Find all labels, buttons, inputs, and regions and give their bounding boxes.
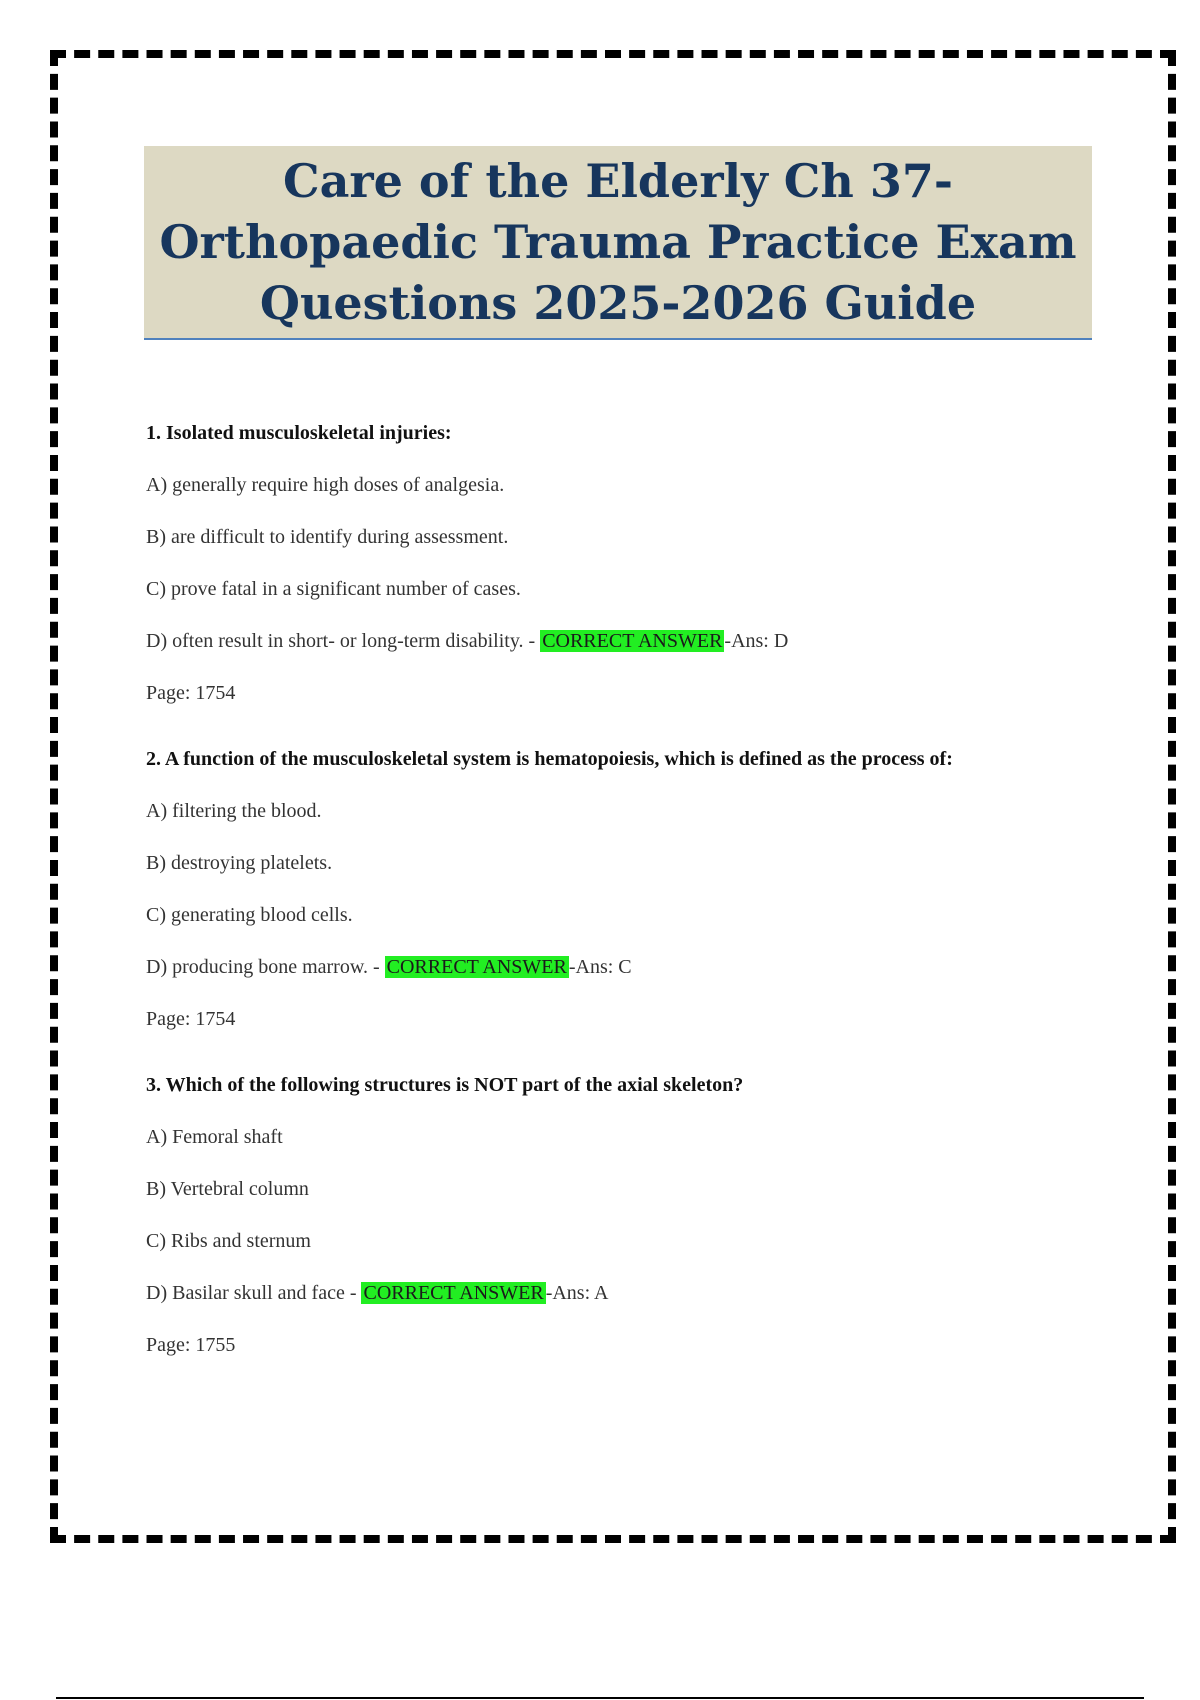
page-reference: Page: 1754 (146, 1008, 236, 1030)
option-b: B) are difficult to identify during assessment. (146, 526, 509, 548)
option-c: C) prove fatal in a significant number of cases. (146, 578, 521, 600)
answer-key: -Ans: C (568, 956, 632, 978)
question-stem: 3. Which of the following structures is NOT part of the axial skeleton? (146, 1074, 744, 1096)
option-d-with-answer (146, 1280, 1106, 1306)
document-title: Care of the Elderly Ch 37- Orthopaedic Trauma Practice Exam Questions 2025-2026 Guide (159, 153, 1077, 330)
questions-section (146, 420, 1106, 1398)
option-d: D) Basilar skull and face - (146, 1282, 357, 1304)
option-d: D) often result in short- or long-term disability. - (146, 630, 536, 652)
option-a: A) generally require high doses of analgesia. (146, 474, 505, 496)
question-stem: 1. Isolated musculoskeletal injuries: (146, 422, 452, 444)
correct-answer-highlight: CORRECT ANSWER (386, 956, 567, 978)
option-a: A) Femoral shaft (146, 1126, 283, 1148)
page-reference: Page: 1754 (146, 682, 236, 704)
question-stem: 2. A function of the musculoskeletal system is hematopoiesis, which is defined as the process of: (146, 748, 953, 770)
option-c: C) Ribs and sternum (146, 1230, 311, 1252)
option-b: B) destroying platelets. (146, 852, 333, 874)
correct-answer-highlight: CORRECT ANSWER (542, 630, 723, 652)
correct-answer-highlight: CORRECT ANSWER (363, 1282, 544, 1304)
question-2 (146, 746, 1106, 1032)
title-banner (144, 146, 1092, 340)
footer-divider (56, 1697, 1144, 1699)
option-d: D) producing bone marrow. - (146, 956, 380, 978)
question-1 (146, 420, 1106, 706)
option-c: C) generating blood cells. (146, 904, 353, 926)
answer-key: -Ans: A (545, 1282, 609, 1304)
option-d-with-answer (146, 628, 1106, 654)
answer-key: -Ans: D (724, 630, 789, 652)
option-b: B) Vertebral column (146, 1178, 309, 1200)
page-reference: Page: 1755 (146, 1334, 236, 1356)
option-a: A) filtering the blood. (146, 800, 322, 822)
option-d-with-answer (146, 954, 1106, 980)
question-3 (146, 1072, 1106, 1358)
